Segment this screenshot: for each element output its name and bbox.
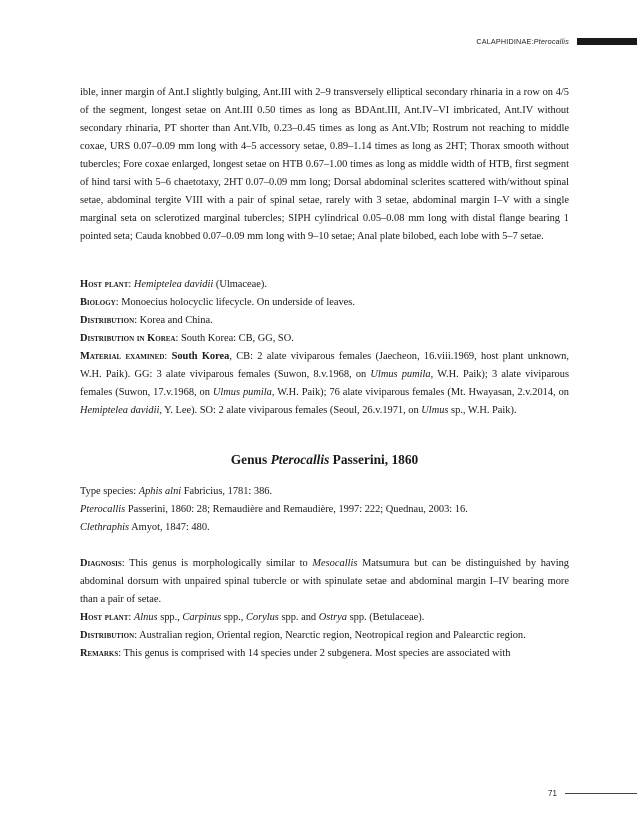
remarks-entry: Remarks: This genus is comprised with 14 species under 2 subgenera. Most species are associated with — [80, 648, 511, 659]
host-plant-entry: Host plant: Hemiptelea davidii (Ulmaceae). — [80, 279, 267, 290]
biology-entry: Biology: Monoecius holocyclic lifecycle. On underside of leaves. — [80, 297, 355, 308]
diagnosis-label: Diagnosis — [80, 558, 122, 569]
genus-host-plant-label: Host plant — [80, 612, 129, 623]
biology-label: Biology — [80, 297, 116, 308]
genus-host-plant-entry: Host plant: Alnus spp., Carpinus spp., Corylus spp. and Ostrya spp. (Betulaceae). — [80, 612, 425, 623]
genus-heading: Genus Pterocallis Passerini, 1860 — [230, 452, 419, 467]
genus-distribution-label: Distribution — [80, 630, 135, 641]
material-examined-entry: Material examined: South Korea, CB: 2 alate viviparous females (Jaecheon, 16.viii.1969, host plant unknown, W.H. Paik). GG: 3 alate viviparous females (Suwon, 8.v.1968, on Ulmus pumila, W.H. Paik); 3 alate viviparous females (Suwon, 17.v.1968, on Ulmus pumila, W.H. Paik); 76 alate viviparous females (Mt. Hwayasan, 2.v.2014, on Hemiptelea davidii, Y. Lee). SO: 2 alate viviparous females (Seoul, 26.v.1971, on Ulmus sp., W.H. Paik). — [80, 351, 569, 416]
page-number-footer — [548, 789, 637, 798]
running-head-genus: Pterocallis — [533, 36, 569, 46]
footer-rule — [565, 793, 637, 794]
host-plant-label: Host plant — [80, 279, 129, 290]
distribution-korea-label: Distribution in Korea — [80, 333, 176, 344]
synonym-line-pterocallis: Pterocallis Passerini, 1860: 28; Remaudière and Remaudière, 1997: 222; Quednau, 2003: 16. — [80, 504, 468, 515]
running-head-section: CALAPHIDINAE: — [476, 36, 534, 46]
distribution-label: Distribution — [80, 315, 135, 326]
distribution-entry: Distribution: Korea and China. — [80, 315, 213, 326]
remarks-label: Remarks — [80, 648, 119, 659]
running-head-bar — [577, 38, 637, 45]
page-body — [80, 84, 569, 663]
genus-distribution-entry: Distribution: Australian region, Oriental region, Nearctic region, Neotropical region and Palearctic region. — [80, 630, 526, 641]
type-species-line: Type species: Aphis alni Fabricius, 1781: 386. — [80, 486, 273, 497]
page-number: 71 — [548, 789, 557, 798]
running-head — [476, 36, 637, 46]
material-examined-label: Material examined — [80, 351, 165, 362]
synonym-line-clethraphis: Clethraphis Amyot, 1847: 480. — [80, 522, 210, 533]
distribution-korea-entry: Distribution in Korea: South Korea: CB, GG, SO. — [80, 333, 294, 344]
species-description: ible, inner margin of Ant.I slightly bulging, Ant.III with 2–9 transversely elliptical secondary rhinaria in a row on 4/5 of the segment, longest setae on Ant.III 0.50 times as long as BDAnt.III, Ant.IV–VI imbricated, Ant.IV without secondary rhinaria, PT shorter than Ant.VIb, 0.23–0.45 times as long as Ant.VIb; Rostrum not reaching to middle coxae, URS 0.07–0.09 mm long with 4–5 accessory setae, 0.89–1.14 times as long as 2HT; Thorax smooth without tubercles; Fore coxae enlarged, longest setae on HTB 0.67–1.00 times as long as middle width of HTB, first segment of hind tarsi with 5–6 chaetotaxy, 2HT 0.07–0.09 mm long; Dorsal abdominal sclerites scattered with/without spinal setae, abdominal tergite VIII with a pair of spinal setae, rarely with 3 setae, abdominal margin I–V with a single marginal seta on sclerotized marginal tubercles; SIPH cylindrical 0.05–0.08 mm long with distal flange bearing 1 pointed seta; Cauda knobbed 0.07–0.09 mm long with 9–10 setae; Anal plate bilobed, each lobe with 5–7 setae. — [80, 87, 569, 242]
diagnosis-entry: Diagnosis: This genus is morphologically similar to Mesocallis Matsumura but can be distinguished by having abdominal dorsum with unpaired spinal tubercle or with spinulate setae and abdominal margin I–IV bearing more than a pair of setae. — [80, 558, 569, 605]
